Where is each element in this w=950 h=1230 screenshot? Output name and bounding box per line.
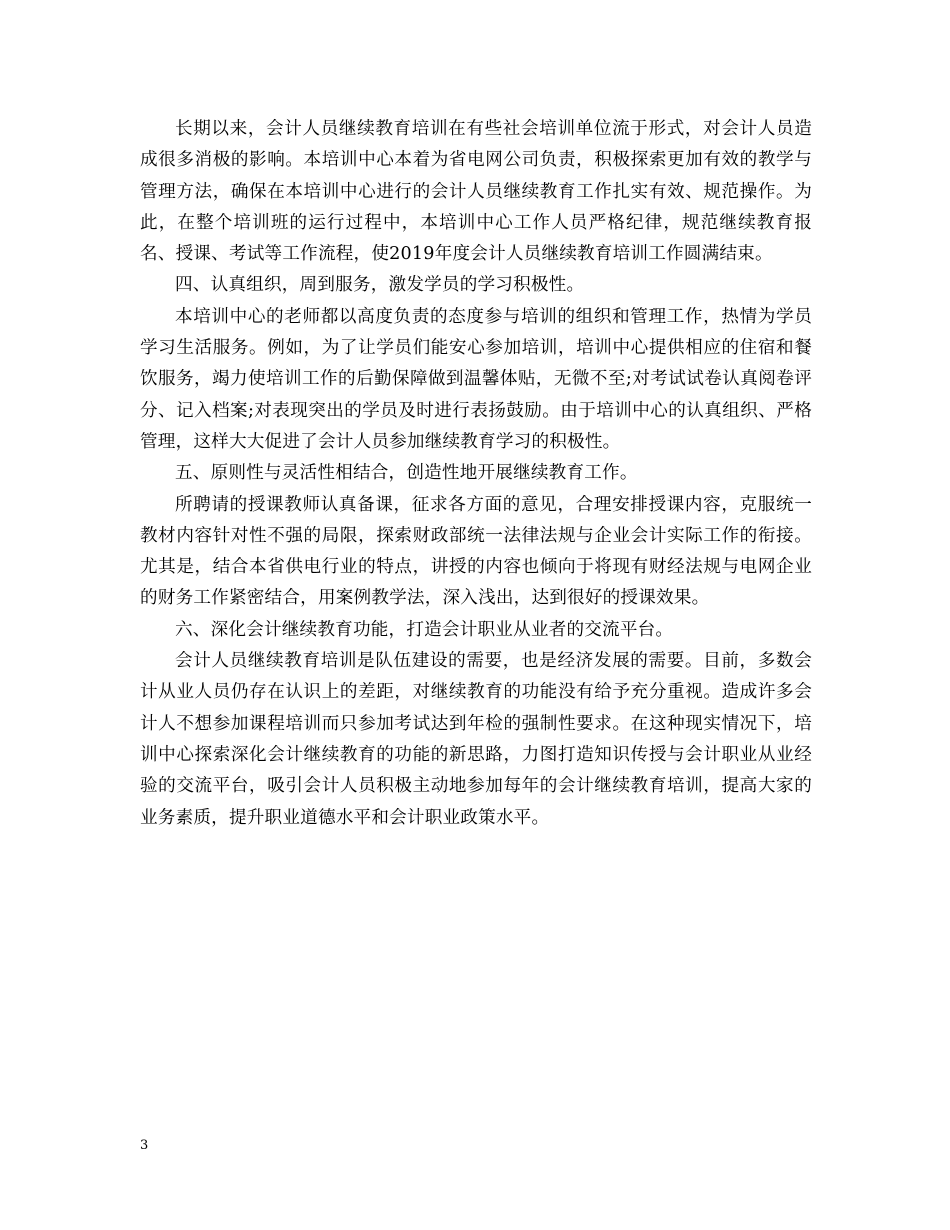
heading-section-six: 六、深化会计继续教育功能，打造会计职业从业者的交流平台。: [175, 619, 674, 640]
paragraph-teaching: 所聘请的授课教师认真备课，征求各方面的意见，合理安排授课内容，克服统一教材内容针对性不强的局限，探索财政部统一法律法规与企业会计实际工作的衔接。尤其是，结合本省供电行业的特点，讲授的内容也倾向于将现有财经法规与电网企业的财务工作紧密结合，用案例教学法，深入浅出，达到很好的授课效果。: [140, 494, 812, 609]
paragraph-long-term: 长期以来，会计人员继续教育培训在有些社会培训单位流于形式，对会计人员造成很多消极的影响。本培训中心本着为省电网公司负责，积极探索更加有效的教学与管理方法，确保在本培训中心进行的会计人员继续教育工作扎实有效、规范操作。为此，在整个培训班的运行过程中，本培训中心工作人员严格纪律，规范继续教育报名、授课、考试等工作流程，使2019年度会计人员继续教育培训工作圆满结束。: [140, 119, 812, 265]
document-body: [140, 114, 812, 834]
heading-section-five: 五、原则性与灵活性相结合，创造性地开展继续教育工作。: [175, 463, 638, 484]
page-number: 3: [140, 1138, 149, 1153]
paragraph-organization: 本培训中心的老师都以高度负责的态度参与培训的组织和管理工作，热情为学员学习生活服务。例如，为了让学员们能安心参加培训，培训中心提供相应的住宿和餐饮服务，竭力使培训工作的后勤保障做到温馨体贴，无微不至;对考试试卷认真阅卷评分、记入档案;对表现突出的学员及时进行表扬鼓励。由于培训中心的认真组织、严格管理，这样大大促进了会计人员参加继续教育学习的积极性。: [140, 306, 812, 452]
heading-section-four: 四、认真组织，周到服务，激发学员的学习积极性。: [175, 275, 585, 296]
paragraph-exchange-platform: 会计人员继续教育培训是队伍建设的需要，也是经济发展的需要。目前，多数会计从业人员仍存在认识上的差距，对继续教育的功能没有给予充分重视。造成许多会计人不想参加课程培训而只参加考试达到年检的强制性要求。在这种现实情况下，培训中心探索深化会计继续教育的功能的新思路，力图打造知识传授与会计职业从业经验的交流平台，吸引会计人员积极主动地参加每年的会计继续教育培训，提高大家的业务素质，提升职业道德水平和会计职业政策水平。: [140, 651, 812, 828]
